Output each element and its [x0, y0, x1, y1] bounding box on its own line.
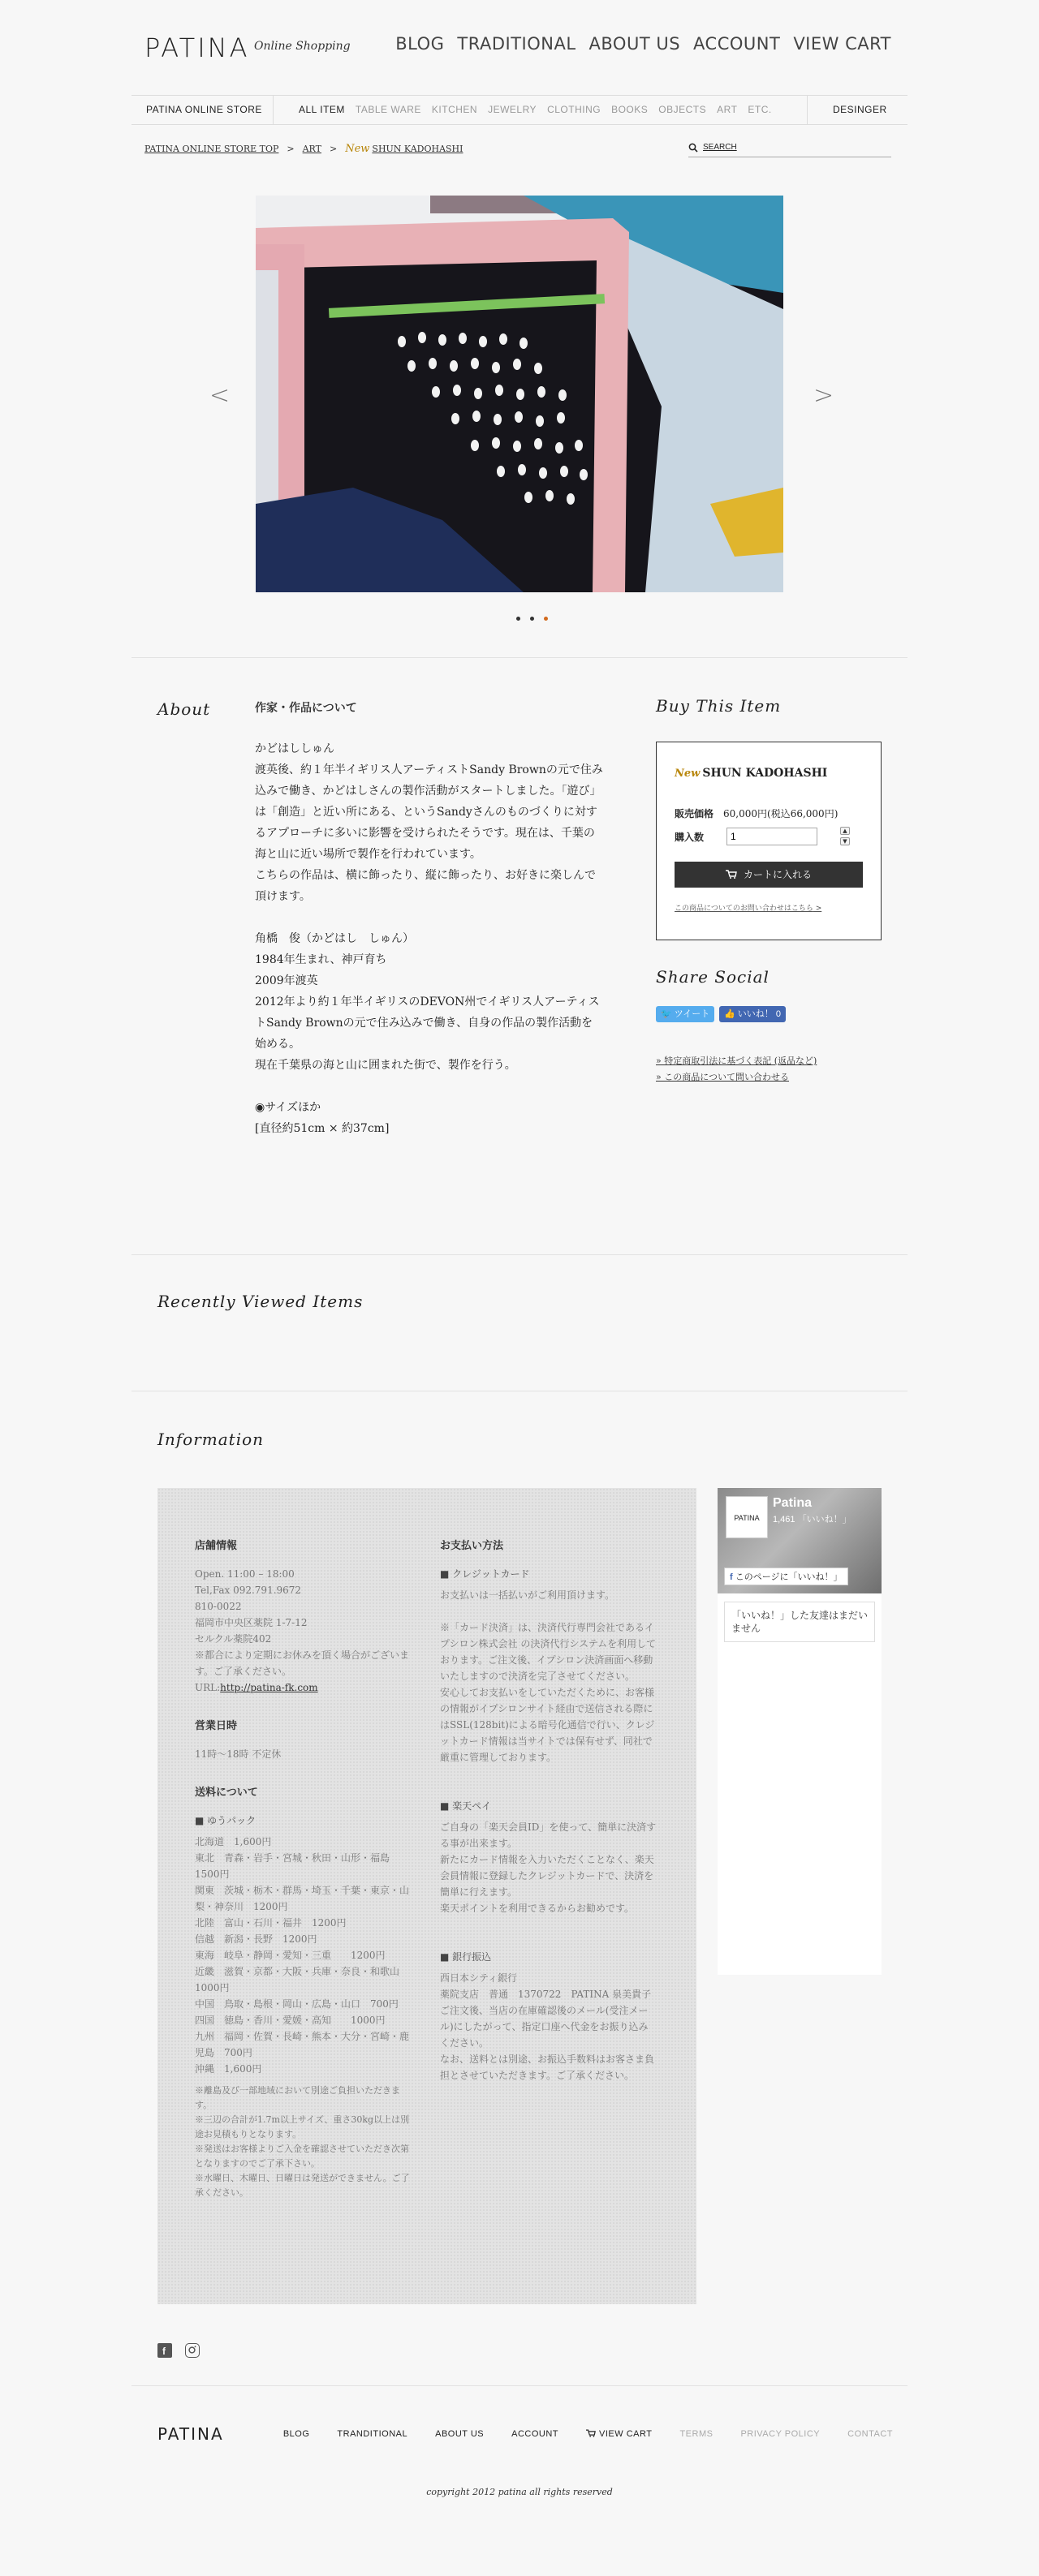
about-paragraph: [直径約51cm × 約37cm] [255, 1122, 390, 1135]
facebook-icon: f [730, 1572, 733, 1582]
nav-about-us[interactable]: ABOUT US [588, 34, 681, 54]
rakuten-line: 新たにカード情報を入力いただくことなく、楽天会員情報に登録したクレジットカードで、決済を簡単に行えます。 [440, 1854, 654, 1898]
footer-terms[interactable]: TERMS [679, 2429, 714, 2439]
side-links [656, 1053, 817, 1086]
search-input[interactable] [753, 141, 890, 156]
facebook-like-count: 1,461 「いいね！」 [773, 1515, 851, 1525]
quantity-input[interactable] [726, 828, 817, 845]
category-all-item[interactable]: ALL ITEM [299, 104, 345, 115]
footer-view-cart-label: VIEW CART [599, 2429, 653, 2439]
gallery-dot[interactable] [516, 617, 520, 621]
search-icon[interactable] [688, 143, 698, 153]
info-left-column [195, 1538, 412, 2223]
buy-box [656, 742, 882, 940]
add-to-cart-button[interactable] [675, 862, 863, 888]
shop-info-line: セルクル薬院402 [195, 1633, 272, 1645]
breadcrumb-top[interactable]: PATINA ONLINE STORE TOP [144, 144, 279, 154]
qty-label: 購入数 [675, 832, 705, 843]
gallery-prev-arrow[interactable]: < [209, 381, 231, 410]
legal-notice-link[interactable]: » 特定商取引法に基づく表記 (返品など) [656, 1056, 817, 1066]
nav-blog[interactable]: BLOG [395, 34, 445, 54]
shop-info-line: Open. 11:00 – 18:00 [195, 1568, 295, 1580]
footer-contact[interactable]: CONTACT [847, 2429, 893, 2439]
category-jewelry[interactable]: JEWELRY [488, 104, 537, 115]
shop-info-line: Tel,Fax 092.791.9672 [195, 1585, 302, 1596]
new-badge: New [345, 143, 370, 155]
footer-account[interactable]: ACCOUNT [511, 2429, 559, 2439]
category-desinger[interactable]: DESINGER [833, 104, 887, 115]
svg-text:f: f [162, 2346, 166, 2356]
inquiry-link-label: この商品についてのお問い合わせはこちら [675, 905, 813, 913]
footer-blog[interactable]: BLOG [282, 2429, 310, 2439]
about-title: 作家・作品について [255, 702, 357, 715]
bank-line: なお、送料とは別途、お振込手数料はお客さま負担とさせていただきます。ご了承ください。 [440, 2053, 655, 2081]
site-logo[interactable]: PATINA [144, 32, 250, 63]
breadcrumb [144, 143, 463, 155]
recent-heading: Recently Viewed Items [157, 1292, 364, 1311]
about-paragraph: こちらの作品は、横に飾ったり、縦に飾ったり、お好きに楽しんで頂けます。 [255, 869, 596, 903]
about-paragraph: 2012年より約１年半イギリスのDEVON州でイギリス人アーティストSandy Brownの元で住み込みで働き、自身の作品の製作活動を始める。 [255, 996, 600, 1051]
buy-heading: Buy This Item [656, 696, 782, 716]
shipping-line: 中国 鳥取・島根・岡山・広島・山口 700円 [195, 1998, 399, 2010]
divider [807, 96, 808, 124]
price-value: 60,000円(税込66,000円) [723, 808, 839, 819]
shipping-line: 信越 新潟・長野 1200円 [195, 1933, 317, 1945]
cart-icon [726, 870, 737, 879]
category-kitchen[interactable]: KITCHEN [431, 104, 478, 115]
about-paragraph: 2009年渡英 [255, 974, 318, 987]
nav-traditional[interactable]: TRADITIONAL [457, 34, 576, 54]
category-list [299, 96, 772, 124]
shipping-line: 沖縄 1,600円 [195, 2063, 262, 2075]
category-art[interactable]: ART [717, 104, 738, 115]
shop-info-line: ※都合により定期にお休みを頂く場合がございます。ご了承ください。 [195, 1649, 410, 1677]
add-to-cart-label: カートに入れる [743, 869, 812, 880]
about-paragraph: かどはししゅん [255, 742, 334, 755]
breadcrumb-separator: > [329, 144, 338, 154]
about-paragraph: 現在千葉県の海と山に囲まれた街で、製作を行う。 [255, 1059, 516, 1072]
category-objects[interactable]: OBJECTS [658, 104, 707, 115]
facebook-page-like-button[interactable] [724, 1568, 848, 1585]
rakuten-line: ご自身の「楽天会員ID」を使って、簡単に決済する事が出来ます。 [440, 1821, 657, 1849]
gallery-next-arrow[interactable]: > [813, 381, 834, 410]
divider [273, 96, 274, 124]
product-name: SHUN KADOHASHI [702, 767, 828, 780]
category-books[interactable]: BOOKS [611, 104, 649, 115]
divider [131, 2385, 908, 2386]
about-body [255, 738, 604, 1139]
credit-title: ■ クレジットカード [440, 1566, 657, 1582]
rakuten-line: 楽天ポイントを利用できるからお勧めです。 [440, 1903, 635, 1914]
shipping-title: 送料について [195, 1787, 258, 1799]
facebook-like-button[interactable]: 👍 いいね！ 0 [719, 1006, 786, 1022]
rakuten-title: ■ 楽天ペイ [440, 1798, 657, 1814]
bank-line: 薬院支店 普通 1370722 PATINA 泉美貴子 [440, 1989, 652, 2000]
bank-line: 西日本シティ銀行 [440, 1972, 518, 1984]
nav-view-cart[interactable]: VIEW CART [793, 34, 891, 54]
facebook-like-btn-label: このページに「いいね！」 [735, 1572, 843, 1582]
credit-line: お支払いは一括払いがご利用頂けます。 [440, 1589, 615, 1601]
new-badge: New [675, 768, 701, 780]
footer-about-us[interactable]: ABOUT US [435, 2429, 485, 2439]
breadcrumb-current: SHUN KADOHASHI [372, 144, 463, 154]
qty-up-button[interactable]: ▲ [840, 827, 850, 835]
qty-down-button[interactable]: ▼ [840, 837, 850, 845]
shop-info-title: 店舗情報 [195, 1540, 238, 1552]
facebook-icon[interactable] [157, 2343, 172, 2358]
shop-info-line: 810-0022 [195, 1601, 242, 1612]
facebook-friends-message: 「いいね！」した友達はまだいません [724, 1602, 875, 1642]
hours-text: 11時〜18時 不定休 [195, 1748, 282, 1760]
divider [131, 1254, 908, 1255]
facebook-widget [718, 1488, 882, 1975]
gallery-dots [516, 617, 548, 621]
share-heading: Share Social [656, 967, 770, 987]
information-panel [157, 1488, 696, 2304]
about-paragraph: 1984年生まれ、神戸育ち [255, 953, 387, 966]
shop-url-label: URL: [195, 1682, 221, 1693]
shipping-line: 東海 岐阜・静岡・愛知・三重 1200円 [195, 1950, 386, 1961]
payment-title: お支払い方法 [440, 1540, 504, 1552]
gallery-dot-active[interactable] [544, 617, 548, 621]
shipping-note: ※発送はお客様よりご入金を確認させていただき次第となりますのでご了承下さい。 [195, 2144, 409, 2169]
shipping-line: 九州 福岡・佐賀・長崎・熊本・大分・宮崎・鹿児島 700円 [195, 2031, 410, 2058]
divider [131, 657, 908, 658]
product-image[interactable] [256, 196, 783, 592]
bank-line: ご注文後、当店の在庫確認後のメール(受注メール)にしたがって、指定口座へ代金をお振り込みください。 [440, 2005, 649, 2049]
product-inquiry-link[interactable]: » この商品について問い合わせる [656, 1072, 790, 1082]
search-bar [688, 140, 891, 157]
about-heading: About [157, 699, 211, 719]
shop-url-link[interactable]: http://patina-fk.com [220, 1682, 318, 1693]
category-clothing[interactable]: CLOTHING [547, 104, 601, 115]
facebook-page-name[interactable]: Patina [773, 1496, 813, 1510]
about-paragraph: 渡英後、約１年半イギリス人アーティストSandy Brownの元で住み込みで働き、かどはしさんの製作活動がスタートしました。「遊び」は「創造」と近い所にある、というSandyさんのものづくりに対するアプローチに多いに影響を受けられたそうです。現在は、千葉の海と山に近い場所で製作を行われています。 [255, 763, 603, 861]
information-heading: Information [157, 1430, 265, 1449]
about-paragraph: ◉サイズほか [255, 1101, 321, 1114]
gallery-dot[interactable] [530, 617, 534, 621]
info-right-column [440, 1538, 657, 2106]
inquiry-link[interactable]: この商品についてのお問い合わせはこちら > [675, 905, 822, 913]
hours-title: 営業日時 [195, 1720, 238, 1732]
shipping-line: 関東 茨城・栃木・群馬・埼玉・千葉・東京・山梨・神奈川 1200円 [195, 1885, 410, 1912]
category-table-ware[interactable]: TABLE WARE [355, 104, 421, 115]
breadcrumb-art[interactable]: ART [302, 144, 321, 154]
shipping-line: 北海道 1,600円 [195, 1836, 272, 1847]
like-label: いいね！ 0 [737, 1009, 781, 1019]
shipping-subtitle: ■ ゆうパック [195, 1813, 412, 1829]
tweet-label: ツイート [674, 1009, 710, 1019]
instagram-icon[interactable] [185, 2343, 200, 2358]
bank-title: ■ 銀行振込 [440, 1949, 657, 1965]
credit-line: 安心してお支払いをしていただくために、お客様の情報がイプシロンサイト経由で送信される際にはSSL(128bit)による暗号化通信で行い、クレジットカード情報は当サイトでは保有せず、同社で厳重に管理しております。 [440, 1687, 655, 1763]
shipping-line: 近畿 滋賀・京都・大阪・兵庫・奈良・和歌山 1000円 [195, 1966, 410, 1993]
copyright: copyright 2012 patina all rights reserved [426, 2487, 613, 2497]
credit-line: ※「カード決済」は、決済代行専門会社であるイプシロン株式会社 の決済代行システムを利用しております。ご注文後、イプシロン決済画面へ移動いたしますので決済を完了させてください。 [440, 1622, 657, 1682]
footer-trantitional[interactable]: TRANDITIONAL [337, 2429, 408, 2439]
shipping-line: 東北 青森・岩手・宮城・秋田・山形・福島 1500円 [195, 1852, 400, 1880]
category-etc[interactable]: ETC. [748, 104, 772, 115]
artwork-painting [256, 196, 783, 592]
shop-info-line: 福岡市中央区薬院 1-7-12 [195, 1617, 308, 1628]
footer-privacy-policy[interactable]: PRIVACY POLICY [740, 2429, 821, 2439]
top-nav [395, 34, 891, 54]
about-paragraph: 角橋 俊（かどはし しゅん） [255, 932, 414, 945]
facebook-page-logo[interactable]: PATINA [726, 1496, 768, 1538]
footer-nav [283, 2429, 893, 2439]
shipping-line: 北陸 富山・石川・福井 1200円 [195, 1917, 347, 1929]
category-bar [131, 95, 908, 125]
logo-subtitle: Online Shopping [254, 40, 351, 53]
price-label: 販売価格 [675, 808, 714, 819]
shipping-note: ※離島及び一部地域において別途ご負担いただきます。 [195, 2085, 400, 2110]
footer-logo[interactable]: PATINA [157, 2424, 224, 2444]
shipping-note: ※三辺の合計が1.7m以上サイズ、重さ30kg以上は別途お見積もりとなります。 [195, 2114, 410, 2139]
cart-icon [586, 2429, 596, 2437]
tweet-button[interactable]: 🐦 ツイート [656, 1006, 714, 1022]
nav-account[interactable]: ACCOUNT [693, 34, 781, 54]
category-store-link[interactable]: PATINA ONLINE STORE [146, 104, 262, 115]
footer-view-cart[interactable] [586, 2429, 652, 2439]
shipping-note: ※水曜日、木曜日、日曜日は発送ができません。ご了承ください。 [195, 2173, 410, 2198]
search-label: SEARCH [703, 143, 737, 152]
shipping-line: 四国 徳島・香川・愛媛・高知 1000円 [195, 2015, 386, 2026]
breadcrumb-separator: > [287, 144, 295, 154]
